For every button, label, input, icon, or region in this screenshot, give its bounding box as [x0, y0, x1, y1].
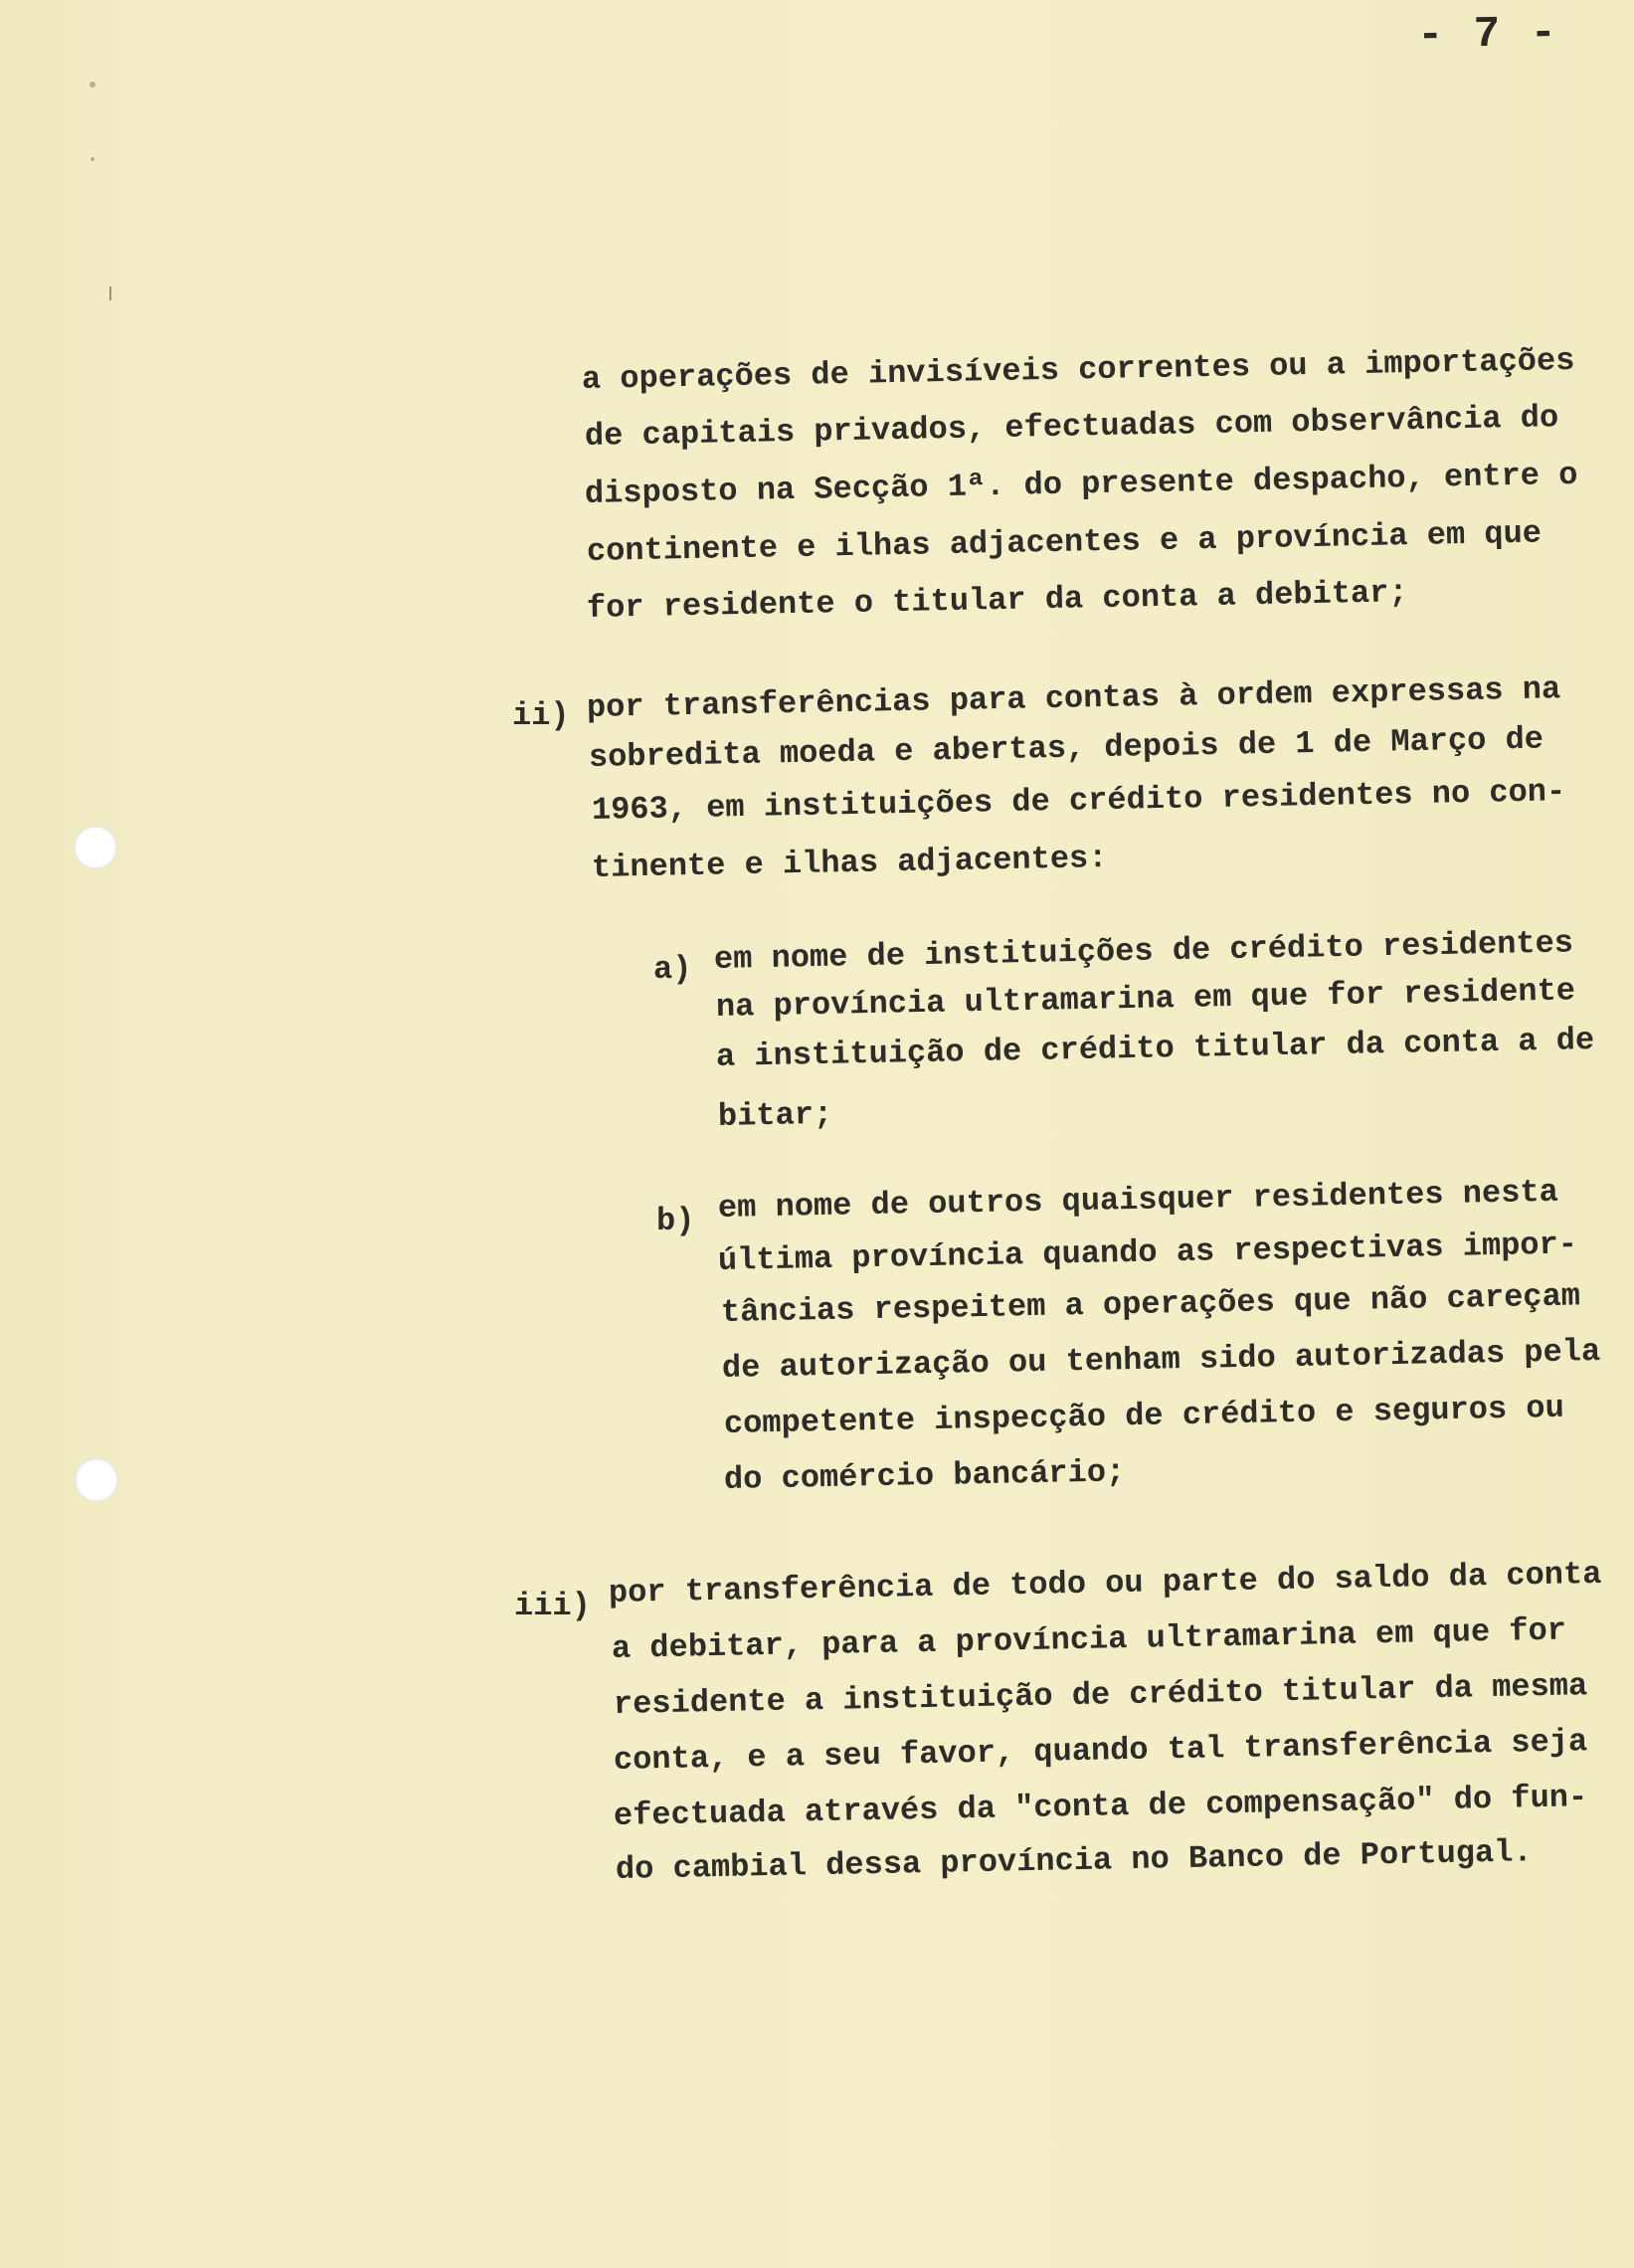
item-ii-label: ii) — [512, 697, 570, 734]
item-ii-line: por transferências para contas à ordem expressas na — [586, 670, 1561, 726]
item-ii-line: 1963, em instituições de crédito residentes no con- — [591, 773, 1566, 829]
subitem-b-label: b) — [656, 1203, 695, 1239]
item-ii-line: tinente e ilhas adjacentes: — [591, 840, 1108, 886]
item-iii-line: do cambial dessa província no Banco de Portugal. — [615, 1833, 1533, 1888]
item-iii-line: conta, e a seu favor, quando tal transferência seja — [613, 1723, 1588, 1779]
paper-speck — [91, 157, 94, 161]
subitem-a-line: bitar; — [717, 1095, 833, 1135]
subitem-b-line: do comércio bancário; — [723, 1453, 1126, 1498]
subitem-b-line: última província quando as respectivas impor- — [717, 1226, 1578, 1279]
paragraph-line: disposto na Secção 1ª. do presente despacho, entre o — [584, 456, 1578, 512]
subitem-a-line: a instituição de crédito titular da conta a de — [715, 1022, 1595, 1075]
subitem-b-line: de autorização ou tenham sido autorizadas pela — [721, 1333, 1601, 1387]
punch-hole — [74, 826, 117, 869]
paragraph-line: a operações de invisíveis correntes ou a importações — [581, 341, 1575, 398]
item-ii-line: sobredita moeda e abertas, depois de 1 de Março de — [588, 720, 1544, 776]
page-number: - 7 - — [1416, 8, 1559, 62]
item-iii-line: efectuada através da "conta de compensação" do fun- — [613, 1779, 1588, 1834]
subitem-a-label: a) — [653, 951, 692, 988]
paper-mark — [109, 286, 111, 300]
paragraph-line: for residente o titular da conta a debitar; — [586, 574, 1408, 627]
punch-hole — [75, 1458, 118, 1502]
item-iii-label: iii) — [514, 1588, 591, 1624]
subitem-b-line: tâncias respeitem a operações que não careçam — [720, 1277, 1581, 1331]
subitem-a-line: em nome de instituições de crédito residentes — [713, 924, 1574, 978]
paragraph-line: continente e ilhas adjacentes e a província em que — [586, 514, 1543, 570]
subitem-b-line: em nome de outros quaisquer residentes nesta — [717, 1173, 1559, 1227]
paper-speck — [90, 82, 95, 88]
subitem-b-line: competente inspecção de crédito e seguros ou — [723, 1389, 1565, 1442]
paragraph-line: de capitais privados, efectuadas com observância do — [584, 399, 1559, 455]
item-iii-line: residente a instituição de crédito titular da mesma — [613, 1667, 1588, 1723]
item-iii-line: a debitar, para a província ultramarina em que for — [611, 1611, 1567, 1667]
item-iii-line: por transferência de todo ou parte do saldo da conta — [608, 1555, 1602, 1611]
subitem-a-line: na província ultramarina em que for residente — [715, 972, 1576, 1026]
